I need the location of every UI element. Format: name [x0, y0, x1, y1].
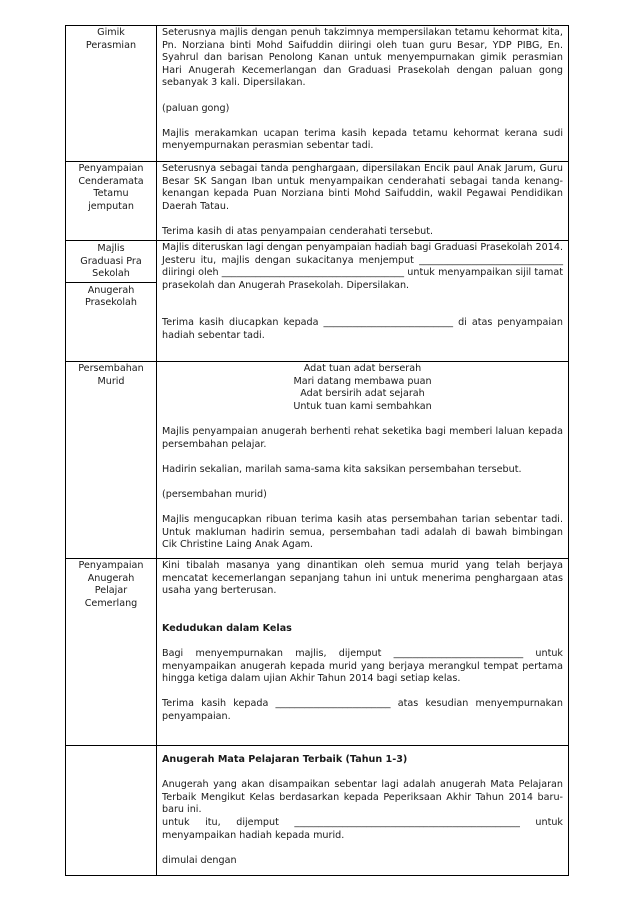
- paragraph: (paluan gong): [162, 102, 230, 114]
- paragraph: Majlis diteruskan lagi dengan penyampaian hadiah bagi Graduasi Prasekolah 2014. Jesteru itu, majlis dengan sukacitanya menjemput ______________________________ diiringi oleh ______________________________________ untuk menyampaikan sijil tamat prasekolah dan Anugerah Prasekolah. Dipersilakan.: [162, 242, 563, 291]
- paragraph: Seterusnya majlis dengan penuh takzimnya mempersilakan tetamu kehormat kita, Pn. Norziana binti Mohd Saifuddin diiringi oleh tuan guru Besar, YDP PIBG, En. Syahrul dan barisan Penolong Kanan untuk menyempurnakan gimik perasmian Hari Anugerah Kecemerlangan dan Graduasi Prasekolah dengan paluan gong sebanyak 3 kali. Dipersilakan.: [162, 27, 563, 89]
- label-persembahan-murid: [66, 362, 157, 559]
- content-anugerah-mata-pelajaran: [157, 746, 569, 876]
- program-table: [65, 25, 569, 876]
- row-gimik-perasmian: [66, 26, 569, 162]
- row-anugerah-mata-pelajaran: [66, 746, 569, 876]
- label-line: Gimik: [97, 27, 125, 38]
- row-persembahan-murid: [66, 362, 569, 559]
- label-line: Penyampaian: [78, 560, 144, 571]
- paragraph: Majlis mengucapkan ribuan terima kasih atas persembahan tarian sebentar tadi. Untuk makluman hadirin semua, persembahan tadi adalah di bawah bimbingan Cik Christine Laing Anak Agam.: [162, 514, 563, 551]
- label-line: Sekolah: [92, 268, 130, 280]
- label-penyampaian-cenderamata: [66, 162, 157, 241]
- label-line: Anugerah: [87, 572, 135, 584]
- label-line: Tetamu: [93, 188, 129, 200]
- paragraph: (persembahan murid): [162, 488, 267, 500]
- paragraph: Majlis merakamkan ucapan terima kasih kepada tetamu kehormat kerana sudi menyempurnakan perasmian sebentar tadi.: [162, 127, 563, 152]
- label-line: Cenderamata: [78, 175, 144, 187]
- paragraph: Majlis penyampaian anugerah berhenti rehat seketika bagi memberi laluan kepada persembahan pelajar.: [162, 425, 563, 450]
- label-graduasi-prasekolah: [66, 241, 157, 362]
- paragraph: Terima kasih di atas penyampaian cenderahati tersebut.: [162, 225, 434, 237]
- label-line: Majlis: [97, 243, 125, 254]
- section-heading: Kedudukan dalam Kelas: [162, 622, 292, 634]
- label-line: jemputan: [88, 200, 134, 212]
- paragraph: Bagi menyempurnakan majlis, dijemput ___________________________ untuk menyampaikan anugerah kepada murid yang berjaya merangkul tempat pertama hingga ketiga dalam ujian Akhir Tahun 2014 bagi setiap kelas.: [162, 647, 563, 685]
- label-penyampaian-anugerah: [66, 559, 157, 746]
- section-heading: Anugerah Mata Pelajaran Terbaik (Tahun 1-3): [162, 754, 408, 765]
- label-line: Perasmian: [85, 39, 137, 51]
- paragraph: Terima kasih kepada ________________________ atas kesudian menyempurnakan penyampaian.: [162, 698, 563, 722]
- label-line: Cemerlang: [84, 597, 138, 609]
- content-penyampaian-anugerah: [157, 559, 569, 746]
- label-line: Penyampaian: [78, 163, 144, 174]
- row-penyampaian-anugerah: [66, 559, 569, 746]
- content-gimik-perasmian: [157, 26, 569, 162]
- paragraph: Anugerah yang akan disampaikan sebentar lagi adalah anugerah Mata Pelajaran Terbaik Mengikut Kelas berdasarkan kepada Peperiksaan Akhir Tahun 2014 baru-baru ini.: [162, 779, 563, 816]
- paragraph: Hadirin sekalian, marilah sama-sama kita saksikan persembahan tersebut.: [162, 463, 522, 475]
- paragraph: dimulai dengan: [162, 854, 237, 866]
- label-line: Anugerah: [87, 284, 135, 296]
- label-line: Pelajar: [94, 585, 128, 597]
- content-penyampaian-cenderamata: [157, 162, 569, 241]
- paragraph: Seterusnya sebagai tanda penghargaan, dipersilakan Encik paul Anak Jarum, Guru Besar SK Sangan Iban untuk menyampaikan cenderahati sebagai tanda kenang-kenangan kepada Puan Norziana binti Mohd Saifuddin, wakil Pegawai Pendidikan Daerah Tatau.: [162, 163, 563, 212]
- label-empty: [66, 746, 157, 876]
- label-line: Graduasi Pra: [80, 255, 142, 267]
- pantun-line: Mari datang membawa puan: [293, 375, 432, 387]
- pantun-line: Untuk tuan kami sembahkan: [293, 400, 432, 412]
- label-line: Murid: [97, 375, 125, 387]
- paragraph: Terima kasih diucapkan kepada ___________________________ di atas penyampaian hadiah sebentar tadi.: [162, 317, 563, 341]
- pantun-line: Adat tuan adat berserah: [303, 363, 422, 374]
- paragraph: Kini tibalah masanya yang dinantikan oleh semua murid yang telah berjaya mencatat kecemerlangan sepanjang tahun ini untuk menerima penghargaan atas usaha yang berterusan.: [162, 560, 563, 597]
- paragraph: untuk itu, dijemput _______________________________________________ untuk menyampaikan hadiah kepada murid.: [162, 816, 563, 841]
- label-gimik-perasmian: [66, 26, 157, 162]
- row-graduasi-prasekolah: [66, 241, 569, 362]
- content-persembahan-murid: [157, 362, 569, 559]
- label-line: Prasekolah: [84, 297, 138, 309]
- pantun-line: Adat bersirih adat sejarah: [300, 388, 425, 400]
- row-penyampaian-cenderamata: [66, 162, 569, 241]
- label-line: Persembahan: [78, 363, 144, 374]
- content-graduasi-prasekolah: [157, 241, 569, 362]
